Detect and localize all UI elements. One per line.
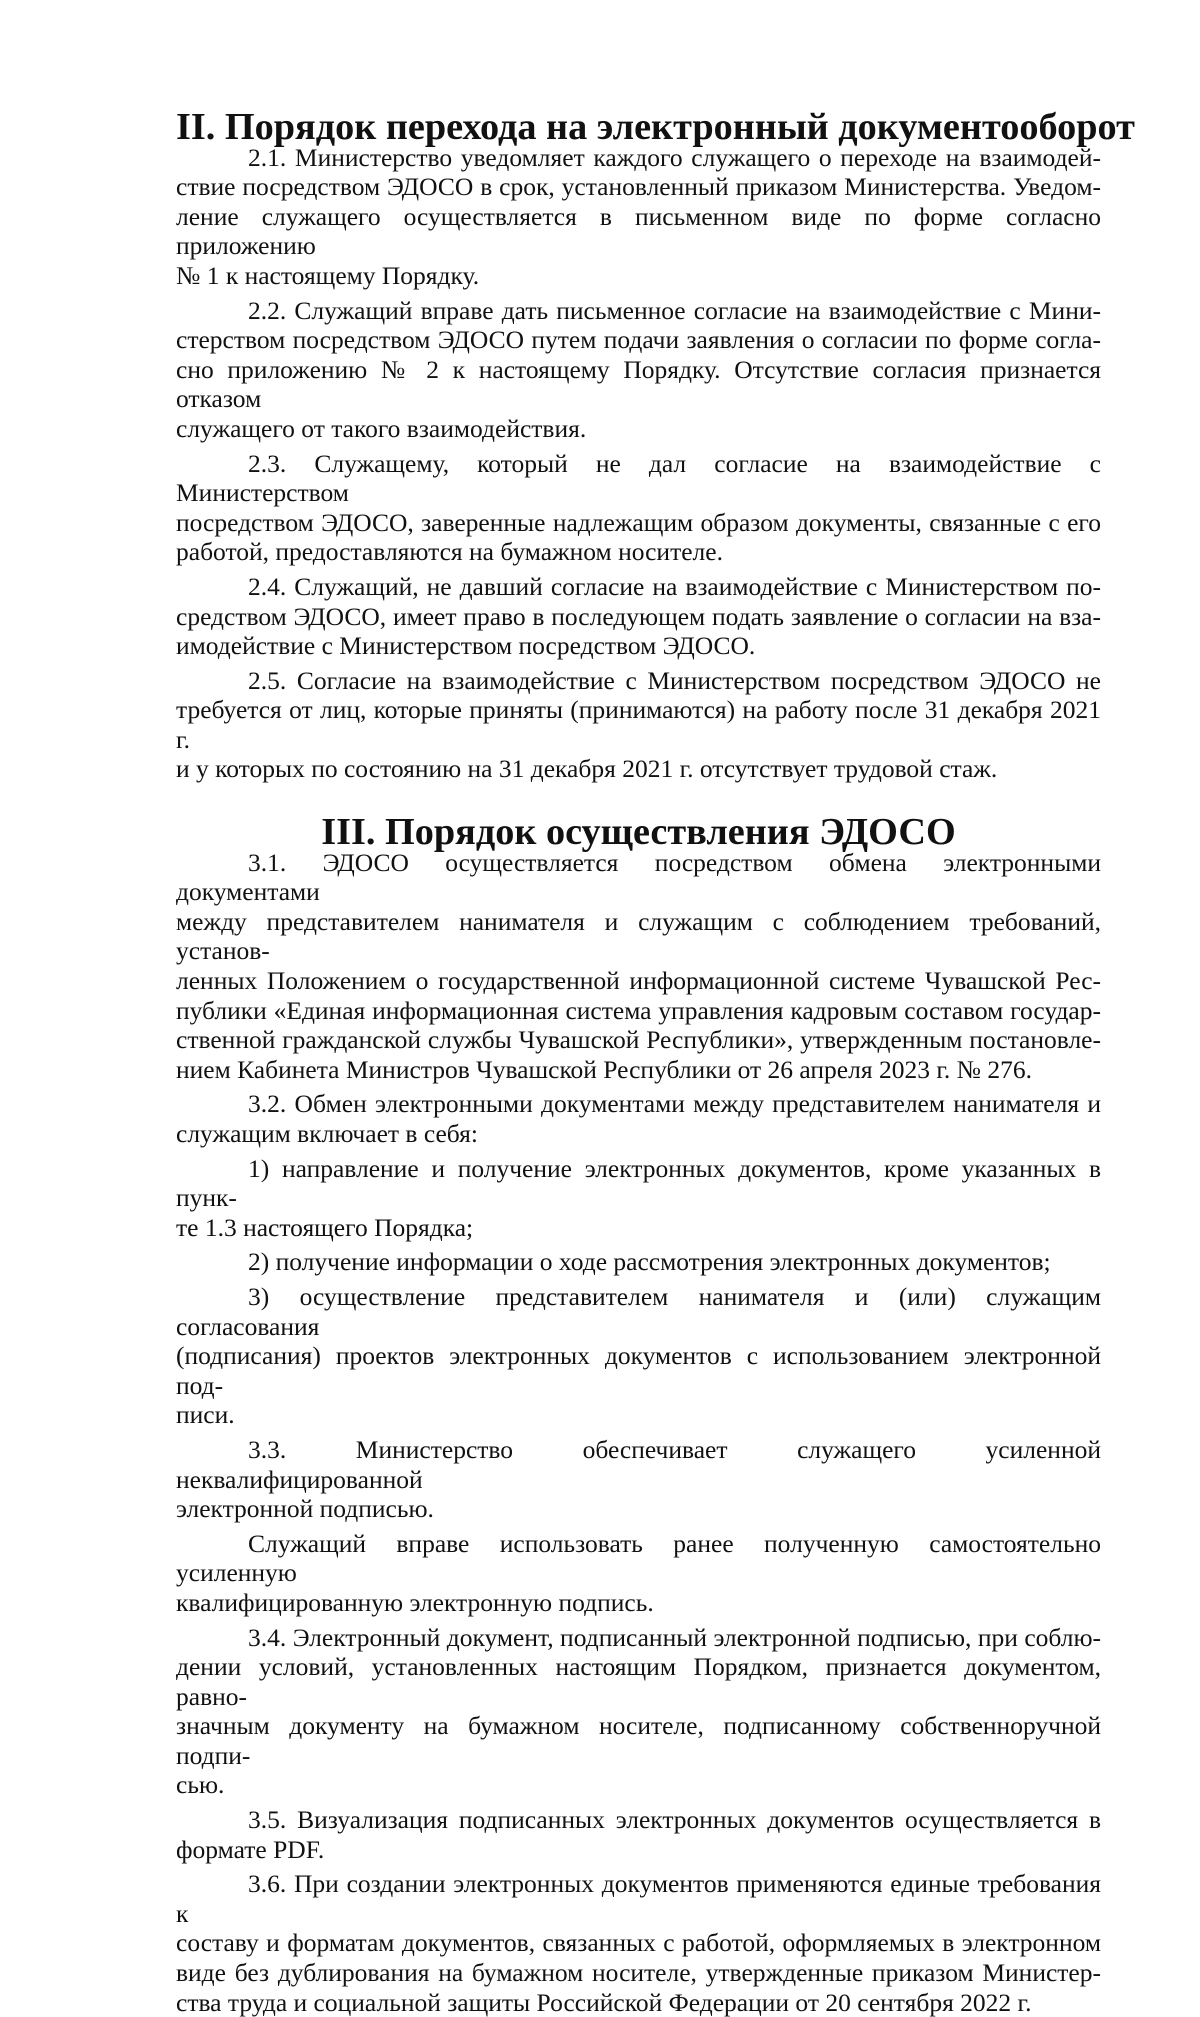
- section-2-body: [176, 143, 1101, 784]
- paragraph-line: посредством ЭДОСО, заверенные надлежащим образом документы, связанные с его: [176, 507, 1101, 537]
- paragraph-line: дении условий, установленных настоящим Порядком, признается документом, равно-: [176, 1652, 1101, 1711]
- paragraph-line: составу и форматам документов, связанных с работой, оформляемых в электронном: [176, 1928, 1101, 1958]
- paragraph-line: формате PDF.: [176, 1834, 325, 1864]
- paragraph-line: № 1 к настоящему Порядку.: [176, 260, 480, 290]
- paragraph-line: служащим включает в себя:: [176, 1119, 478, 1148]
- paragraph-line: требуется от лиц, которые приняты (принимаются) на работу после 31 декабря 2021 г.: [176, 695, 1101, 754]
- section3-paragraph: [176, 1154, 1101, 1243]
- paragraph-line: писи.: [176, 1400, 235, 1430]
- paragraph-line: ленных Положением о государственной информационной системе Чувашской Рес-: [176, 966, 1101, 996]
- section3-paragraph: [176, 1247, 1101, 1277]
- paragraph-line: значным документу на бумажном носителе, подписанному собственноручной подпи-: [176, 1711, 1101, 1770]
- section3-paragraph: [176, 1805, 1101, 1864]
- paragraph-line: 3.6. При создании электронных документов применяются единые требования к: [176, 1869, 1101, 1928]
- paragraph-line: 3.4. Электронный документ, подписанный электронной подписью, при соблю-: [248, 1622, 1101, 1652]
- section-2-title: II. Порядок перехода на электронный документооборот: [176, 106, 1135, 148]
- section3-paragraph: [176, 848, 1101, 1085]
- paragraph-line: 2.4. Служащий, не давший согласие на взаимодействие с Министерством по-: [248, 571, 1101, 601]
- paragraph-line: 2) получение информации о ходе рассмотрения электронных документов;: [248, 1247, 1051, 1277]
- paragraph-line: работой, предоставляются на бумажном носителе.: [176, 537, 723, 567]
- paragraph-line: 3.1. ЭДОСО осуществляется посредством обмена электронными документами: [176, 847, 1101, 907]
- paragraph-line: (подписания) проектов электронных документов с использованием электронной под-: [176, 1341, 1101, 1400]
- paragraph-line: 3) осуществление представителем нанимателя и (или) служащим согласования: [176, 1281, 1101, 1341]
- section3-paragraph: [176, 1869, 1101, 2017]
- section-3-title: III. Порядок осуществления ЭДОСО: [321, 811, 956, 854]
- paragraph-line: ление служащего осуществляется в письменном виде по форме согласно приложению: [176, 201, 1101, 261]
- paragraph-line: 3.5. Визуализация подписанных электронных документов осуществляется в: [248, 1805, 1101, 1835]
- paragraph-line: 2.1. Министерство уведомляет каждого служащего о переходе на взаимодей-: [248, 142, 1101, 172]
- paragraph-line: 2.2. Служащий вправе дать письменное согласие на взаимодействие с Мини-: [248, 295, 1101, 325]
- paragraph-line: имодействие с Министерством посредством ЭДОСО.: [176, 631, 756, 661]
- paragraph-line: средством ЭДОСО, имеет право в последующем подать заявление о согласии на вза-: [176, 601, 1101, 631]
- paragraph-line: публики «Единая информационная система управления кадровым составом государ-: [176, 995, 1101, 1025]
- paragraph-line: Служащий вправе использовать ранее полученную самостоятельно усиленную: [176, 1528, 1101, 1588]
- section-3-body: [176, 848, 1101, 2017]
- paragraph-line: те 1.3 настоящего Порядка;: [176, 1212, 474, 1242]
- paragraph-line: и у которых по состоянию на 31 декабря 2021 г. отсутствует трудовой стаж.: [176, 754, 998, 784]
- paragraph-line: электронной подписью.: [176, 1494, 434, 1524]
- paragraph-line: нием Кабинета Министров Чувашской Республики от 26 апреля 2023 г. № 276.: [176, 1054, 1032, 1084]
- section3-paragraph: [176, 1529, 1101, 1618]
- section3-paragraph: [176, 1623, 1101, 1801]
- section2-paragraph: [176, 666, 1101, 784]
- paragraph-line: служащего от такого взаимодействия.: [176, 413, 587, 443]
- paragraph-line: ственной гражданской службы Чувашской Республики», утвержденным постановле-: [176, 1025, 1101, 1055]
- paragraph-line: 1) направление и получение электронных документов, кроме указанных в пунк-: [176, 1153, 1101, 1213]
- paragraph-line: сью.: [176, 1770, 225, 1800]
- paragraph-line: ствие посредством ЭДОСО в срок, установленный приказом Министерства. Уведом-: [176, 172, 1101, 202]
- section3-paragraph: [176, 1282, 1101, 1430]
- paragraph-line: ства труда и социальной защиты Российской Федерации от 20 сентября 2022 г.: [176, 1987, 1032, 2017]
- paragraph-line: виде без дублирования на бумажном носителе, утвержденные приказом Министер-: [176, 1958, 1101, 1988]
- paragraph-line: 2.5. Согласие на взаимодействие с Министерством посредством ЭДОСО не: [248, 665, 1101, 695]
- paragraph-line: между представителем нанимателя и служащим с соблюдением требований, установ-: [176, 906, 1101, 966]
- section2-paragraph: [176, 449, 1101, 567]
- paragraph-line: стерством посредством ЭДОСО путем подачи заявления о согласии по форме согла-: [176, 325, 1101, 355]
- section3-paragraph: [176, 1089, 1101, 1148]
- section2-paragraph: [176, 572, 1101, 661]
- section2-paragraph: [176, 143, 1101, 291]
- paragraph-line: квалифицированную электронную подпись.: [176, 1587, 654, 1617]
- paragraph-line: сно приложению № 2 к настоящему Порядку. Отсутствие согласия признается отказом: [176, 354, 1101, 414]
- section2-paragraph: [176, 296, 1101, 444]
- section3-paragraph: [176, 1435, 1101, 1524]
- paragraph-line: 2.3. Служащему, который не дал согласие на взаимодействие с Министерством: [176, 448, 1101, 508]
- paragraph-line: 3.3. Министерство обеспечивает служащего усиленной неквалифицированной: [176, 1434, 1101, 1494]
- paragraph-line: 3.2. Обмен электронными документами между представителем нанимателя и: [248, 1089, 1101, 1119]
